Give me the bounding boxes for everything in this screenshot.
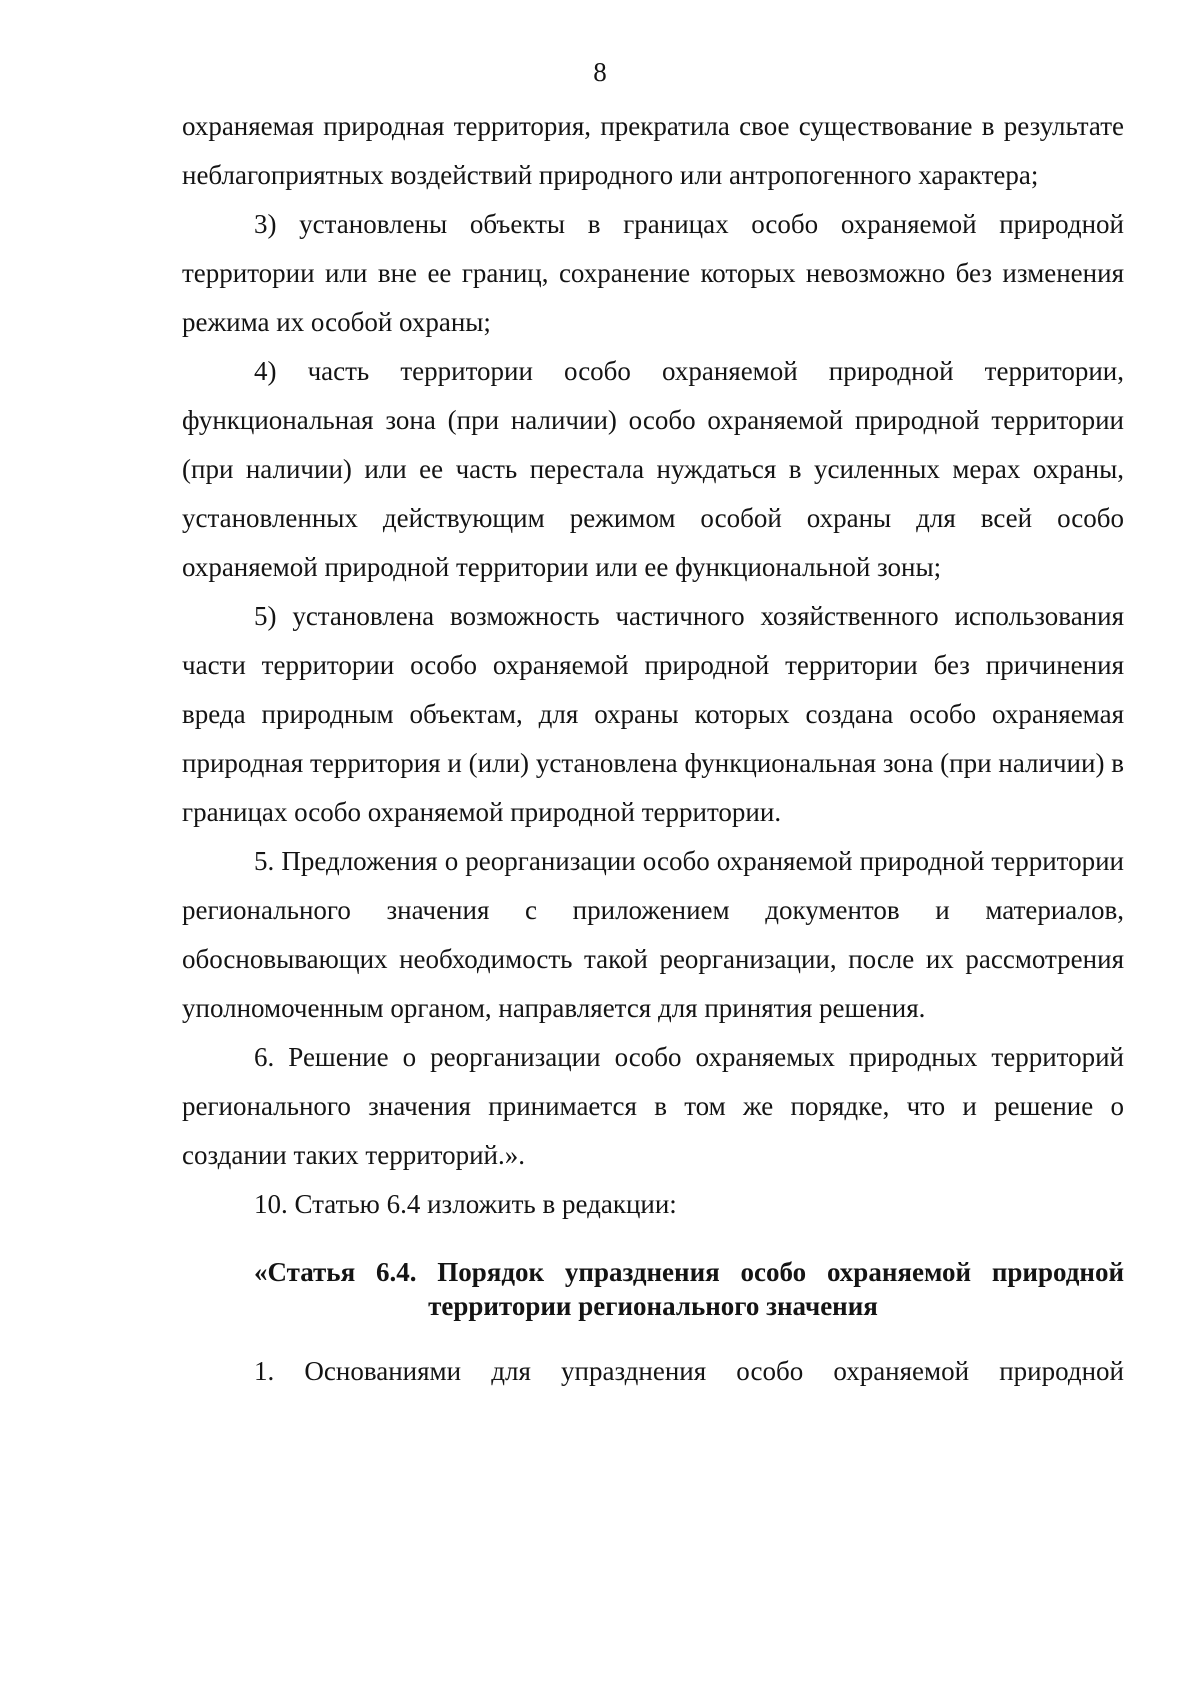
article-heading-line-2: территории регионального значения [428,1291,878,1321]
article-heading [182,1255,1124,1323]
paragraph-point-6: 6. Решение о реорганизации особо охраняемых природных территорий регионального значения принимается в том же порядке, что и решение о создании таких территорий.». [182,1042,1124,1170]
paragraph-amendment-10: 10. Статью 6.4 изложить в редакции: [254,1189,677,1219]
list-item-5: 5) установлена возможность частичного хозяйственного использования части территории особо охраняемой природной территории без причинения вреда природным объектам, для охраны которых создана особо охраняемая природная территория и (или) установлена функциональная зона (при наличии) в границах особо охраняемой природной территории. [182,601,1124,827]
paragraph-point-5: 5. Предложения о реорганизации особо охраняемой природной территории регионального значения с приложением документов и материалов, обосновывающих необходимость такой реорганизации, после их рассмотрения уполномоченным органом, направляется для принятия решения. [182,846,1124,1023]
page-number: 8 [593,57,607,87]
article-heading-line-1: «Статья 6.4. Порядок упразднения особо охраняемой природной [254,1257,1124,1287]
list-item-4: 4) часть территории особо охраняемой природной территории, функциональная зона (при наличии) особо охраняемой природной территории (при наличии) или ее часть перестала нуждаться в усиленных мерах охраны, установленных действующим режимом особой охраны для всей особо охраняемой природной территории или ее функциональной зоны; [182,356,1124,582]
list-item-3: 3) установлены объекты в границах особо охраняемой природной территории или вне ее границ, сохранение которых невозможно без изменения режима их особой охраны; [182,209,1124,337]
paragraph-continuation: охраняемая природная территория, прекратила свое существование в результате неблагоприятных воздействий природного или антропогенного характера; [182,111,1124,190]
paragraph-article-point-1: 1. Основаниями для упразднения особо охраняемой природной [254,1356,1124,1386]
document-body [182,102,1124,1396]
